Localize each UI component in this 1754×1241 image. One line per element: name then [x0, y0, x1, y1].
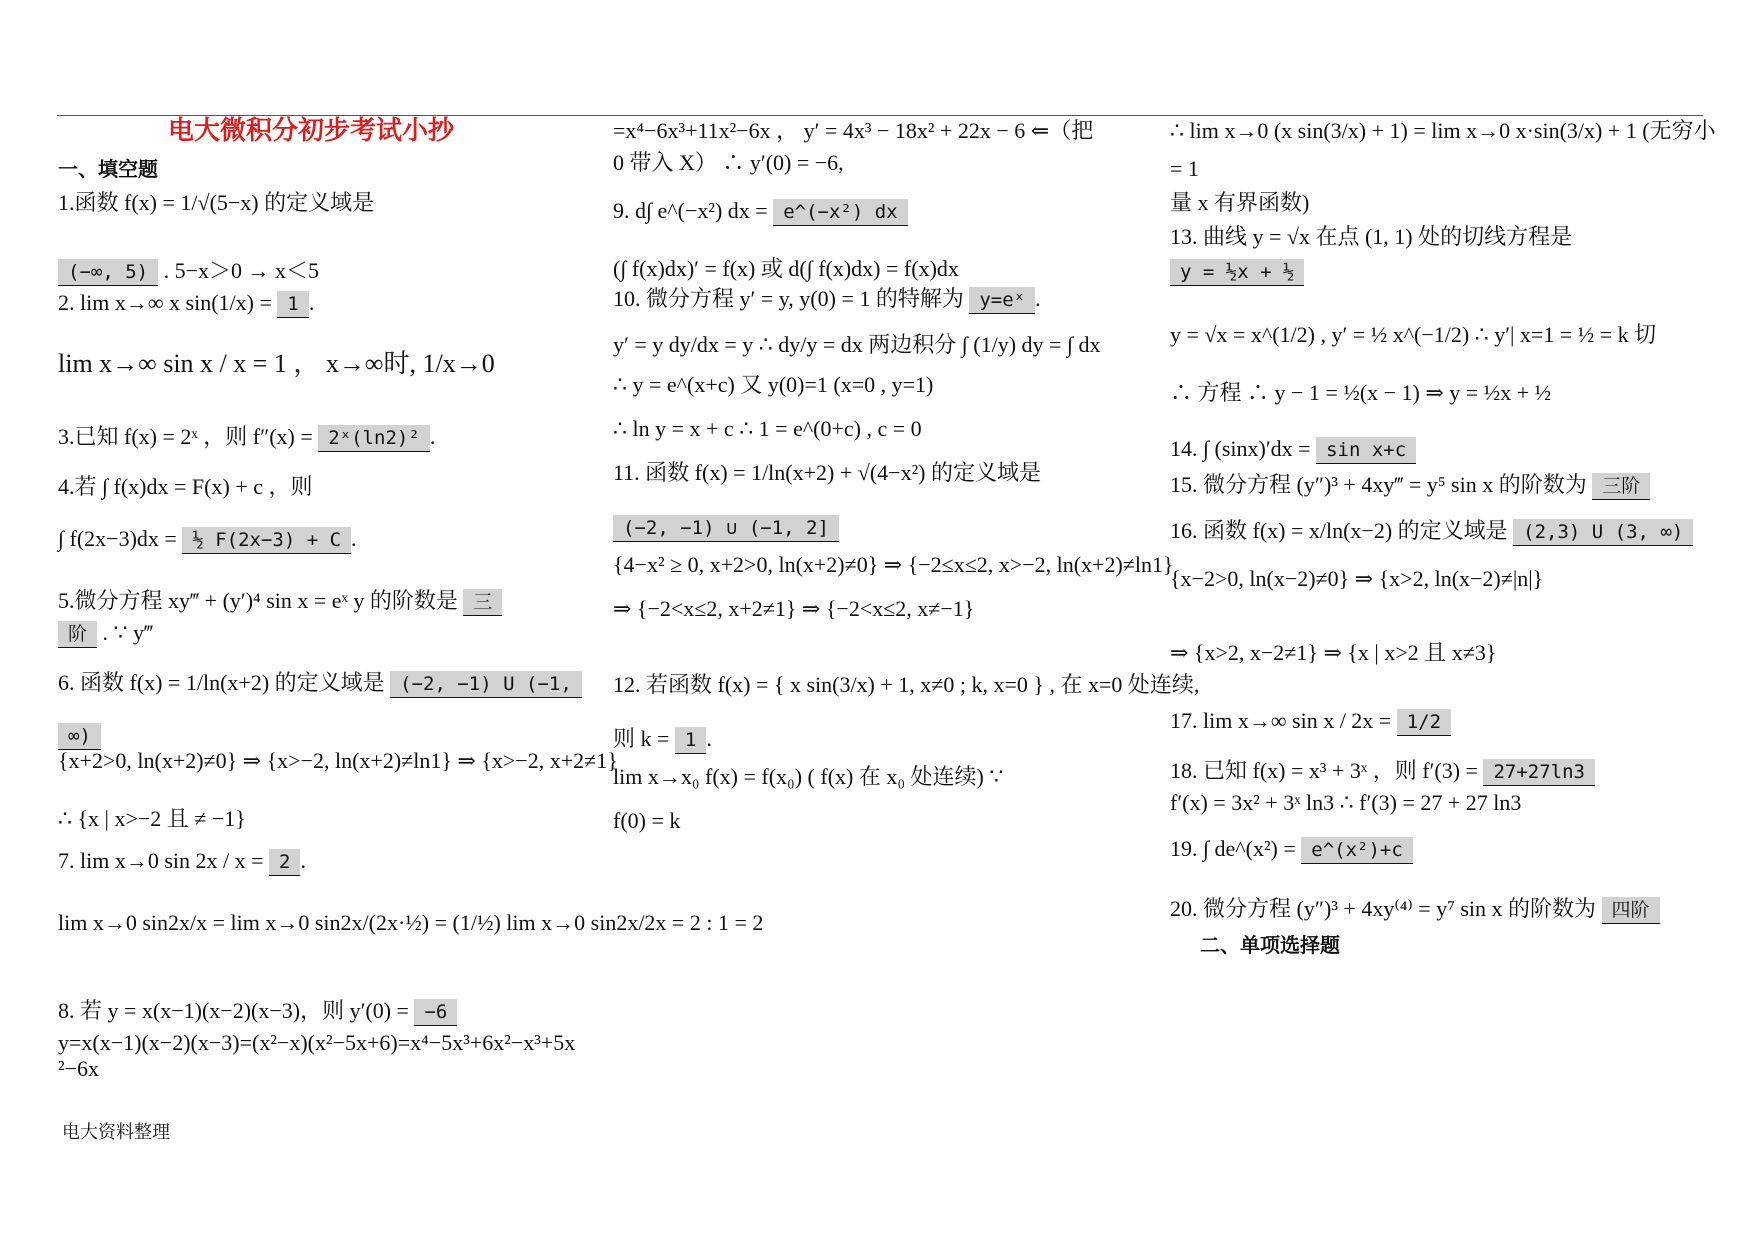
- line-text: ∴ ln y = x + c ∴ 1 = e^(0+c) , c = 0: [613, 416, 922, 441]
- line-text: =x⁴−6x³+11x²−6x ， y′ = 4x³ − 18x² + 22x − 6 ⇐（把: [613, 118, 1094, 143]
- col1-line: [58, 1056, 99, 1082]
- answer-blank: e^(−x²) dx: [773, 199, 907, 226]
- col2-line: [613, 596, 974, 622]
- line-text: f′(x) = 3x² + 3ˣ ln3 ∴ f′(3) = 27 + 27 ln3: [1170, 790, 1522, 815]
- col3-line: [1170, 896, 1660, 924]
- col2-line: [613, 372, 933, 398]
- line-text: 11. 函数 f(x) = 1/ln(x+2) + √(4−x²) 的定义域是: [613, 460, 1041, 485]
- line-text: 10. 微分方程 y′ = y, y(0) = 1 的特解为: [613, 286, 970, 311]
- line-text: {4−x² ≥ 0, x+2>0, ln(x+2)≠0} ⇒ {−2≤x≤2, x>−2, ln(x+2)≠ln1}: [613, 552, 1174, 577]
- line-text: 5.微分方程 xy‴ + (y′)⁴ sin x = eˣ y 的阶数是: [58, 588, 464, 613]
- col2-line: [613, 764, 1003, 790]
- line-text: .: [308, 290, 315, 315]
- line-text: 9. d∫ e^(−x²) dx =: [613, 198, 774, 223]
- col3-line: [1170, 836, 1413, 864]
- line-text: ∫ f(2x−3)dx =: [58, 526, 183, 551]
- answer-blank: (−∞, 5): [58, 259, 158, 286]
- line-text: ⇒ {−2<x≤2, x+2≠1} ⇒ {−2<x≤2, x≠−1}: [613, 596, 975, 621]
- document-title: 电大微积分初步考试小抄: [168, 116, 455, 146]
- col3-line: [1170, 258, 1304, 286]
- line-text: 0 带入 X） ∴ y′(0) = −6,: [613, 150, 844, 175]
- line-text: . 5−x＞0 → x＜5: [158, 258, 319, 283]
- col1-line: [58, 474, 312, 500]
- line-text: y = √x = x^(1/2) , y′ = ½ x^(−1/2) ∴ y′| x=1 = ½ = k 切: [1170, 322, 1657, 347]
- answer-blank: ∞): [58, 723, 101, 750]
- line-text: (∫ f(x)dx)′ = f(x) 或 d(∫ f(x)dx) = f(x)dx: [613, 256, 959, 281]
- col2-line: [613, 150, 844, 176]
- answer-blank: 1: [675, 727, 706, 754]
- col3-line: [1170, 472, 1650, 500]
- col1-line: [58, 348, 495, 380]
- col3-line: [1170, 708, 1451, 736]
- col1-line: [58, 722, 101, 750]
- line-text: ∴ 方程 ∴ y − 1 = ½(x − 1) ⇒ y = ½x + ½: [1170, 380, 1552, 405]
- col1-line: [58, 620, 153, 648]
- line-text: .: [429, 424, 436, 449]
- col2-line: [613, 514, 839, 542]
- line-text: = 1: [1170, 156, 1199, 181]
- line-text: 则 k =: [613, 726, 675, 751]
- line-text: 15. 微分方程 (y″)³ + 4xy‴ = y⁵ sin x 的阶数为: [1170, 472, 1593, 497]
- line-text: lim x→∞ sin x / x = 1 ， x→∞时, 1/x→0: [58, 349, 495, 378]
- col2-line: [613, 726, 712, 754]
- col2-line: [613, 198, 908, 226]
- col2-line: [613, 552, 1174, 578]
- col3-line: [1170, 518, 1693, 546]
- line-text: 6. 函数 f(x) = 1/ln(x+2) 的定义域是: [58, 670, 391, 695]
- answer-blank: 1/2: [1397, 709, 1451, 736]
- answer-blank: (−2, −1) ∪ (−1, 2]: [613, 515, 839, 542]
- answer-blank: 27+27ln3: [1483, 759, 1595, 786]
- line-text: 1.函数 f(x) = 1/√(5−x) 的定义域是: [58, 190, 375, 215]
- col1-line: [58, 258, 319, 286]
- col1-line: [58, 748, 618, 774]
- footer-text: 电大资料整理: [62, 1122, 170, 1143]
- col1-line: [58, 910, 763, 936]
- answer-blank: (2,3) U (3, ∞): [1513, 519, 1693, 546]
- col3-line: [1170, 436, 1416, 464]
- col2-line: [613, 672, 1199, 698]
- col3-line: [1170, 156, 1199, 182]
- line-text: ∴ y = e^(x+c) 又 y(0)=1 (x=0 , y=1): [613, 372, 934, 397]
- answer-blank: sin x+c: [1316, 437, 1416, 464]
- line-text: ∴ lim x→0 (x sin(3/x) + 1) = lim x→0 x·sin(3/x) + 1 (无穷小: [1170, 118, 1716, 143]
- line-text: lim x→x₀ f(x) = f(x₀) ( f(x) 在 x₀ 处连续) ∵: [613, 764, 1004, 789]
- line-text: .: [351, 526, 357, 551]
- col1-line: [58, 670, 582, 698]
- line-text: f(0) = k: [613, 808, 681, 833]
- answer-blank: y=eˣ: [969, 287, 1035, 314]
- answer-blank: y = ½x + ½: [1170, 259, 1304, 286]
- col2-line: [613, 332, 1100, 358]
- col3-line: [1170, 380, 1551, 406]
- answer-blank: ½ F(2x−3) + C: [182, 527, 351, 554]
- col3-line: [1170, 118, 1716, 144]
- answer-blank: 阶: [58, 621, 97, 648]
- line-text: 20. 微分方程 (y″)³ + 4xy⁽⁴⁾ = y⁷ sin x 的阶数为: [1170, 896, 1602, 921]
- col2-line: [613, 118, 1093, 144]
- col1-line: [58, 190, 374, 216]
- line-text: 3.已知 f(x) = 2ˣ ，则 f″(x) =: [58, 424, 319, 449]
- col3-line: [1170, 758, 1595, 786]
- answer-blank: 2ˣ(ln2)²: [318, 425, 430, 452]
- line-text: 17. lim x→∞ sin x / 2x =: [1170, 708, 1397, 733]
- col3-line: [1170, 190, 1309, 216]
- answer-blank: e^(x²)+c: [1301, 837, 1413, 864]
- col1-line: [58, 424, 435, 452]
- section-heading-single-choice: 二、单项选择题: [1200, 933, 1340, 957]
- line-text: y=x(x−1)(x−2)(x−3)=(x²−x)(x²−5x+6)=x⁴−5x³+6x²−x³+5x: [58, 1030, 576, 1055]
- answer-blank: 四阶: [1602, 897, 1660, 924]
- col3-line: [1170, 790, 1521, 816]
- line-text: 2. lim x→∞ x sin(1/x) =: [58, 290, 278, 315]
- answer-blank: 三阶: [1592, 473, 1650, 500]
- col2-line: [613, 286, 1041, 314]
- col3-line: [1170, 322, 1656, 348]
- col3-line: [1170, 640, 1496, 666]
- line-text: .: [1035, 286, 1041, 311]
- col3-line: [1170, 224, 1572, 250]
- col1-line: [58, 848, 306, 876]
- line-text: ∴ {x | x>−2 且 ≠ −1}: [58, 806, 246, 831]
- line-text: 12. 若函数 f(x) = { x sin(3/x) + 1, x≠0 ; k, x=0 } , 在 x=0 处连续,: [613, 672, 1200, 697]
- line-text: {x+2>0, ln(x+2)≠0} ⇒ {x>−2, ln(x+2)≠ln1} ⇒ {x>−2, x+2≠1}: [58, 748, 618, 773]
- col1-line: [58, 998, 457, 1026]
- col2-line: [613, 416, 922, 442]
- answer-blank: −6: [414, 999, 457, 1026]
- line-text: . ∵ y‴: [97, 620, 154, 645]
- col2-line: [613, 808, 680, 834]
- col2-line: [613, 256, 959, 282]
- line-text: ²−6x: [58, 1056, 100, 1081]
- line-text: lim x→0 sin2x/x = lim x→0 sin2x/(2x·½) = (1/½) lim x→0 sin2x/2x = 2 : 1 = 2: [58, 910, 764, 935]
- section-heading-fill-in: 一、填空题: [58, 157, 158, 181]
- line-text: .: [706, 726, 712, 751]
- col1-line: [58, 526, 357, 554]
- line-text: 18. 已知 f(x) = x³ + 3ˣ ，则 f′(3) =: [1170, 758, 1484, 783]
- line-text: 13. 曲线 y = √x 在点 (1, 1) 处的切线方程是: [1170, 224, 1573, 249]
- col1-line: [58, 806, 246, 832]
- answer-blank: (−2, −1) U (−1,: [390, 671, 582, 698]
- col1-line: [58, 1030, 575, 1056]
- line-text: 4.若 ∫ f(x)dx = F(x) + c ，则: [58, 474, 313, 499]
- line-text: .: [300, 848, 306, 873]
- line-text: 量 x 有界函数): [1170, 190, 1310, 215]
- col3-line: [1170, 566, 1543, 592]
- col1-line: [58, 588, 502, 616]
- line-text: 7. lim x→0 sin 2x / x =: [58, 848, 270, 873]
- line-text: {x−2>0, ln(x−2)≠0} ⇒ {x>2, ln(x−2)≠|n|}: [1170, 566, 1544, 591]
- col1-line: [58, 290, 314, 318]
- answer-blank: 三: [463, 589, 502, 616]
- line-text: y′ = y dy/dx = y ∴ dy/y = dx 两边积分 ∫ (1/y) dy = ∫ dx: [613, 332, 1101, 357]
- line-text: ⇒ {x>2, x−2≠1} ⇒ {x | x>2 且 x≠3}: [1170, 640, 1497, 665]
- line-text: 8. 若 y = x(x−1)(x−2)(x−3)，则 y′(0) =: [58, 998, 415, 1023]
- line-text: 16. 函数 f(x) = x/ln(x−2) 的定义域是: [1170, 518, 1514, 543]
- answer-blank: 2: [269, 849, 300, 876]
- line-text: 19. ∫ de^(x²) =: [1170, 836, 1302, 861]
- answer-blank: 1: [277, 291, 308, 318]
- col2-line: [613, 460, 1041, 486]
- line-text: 14. ∫ (sinx)′dx =: [1170, 436, 1317, 461]
